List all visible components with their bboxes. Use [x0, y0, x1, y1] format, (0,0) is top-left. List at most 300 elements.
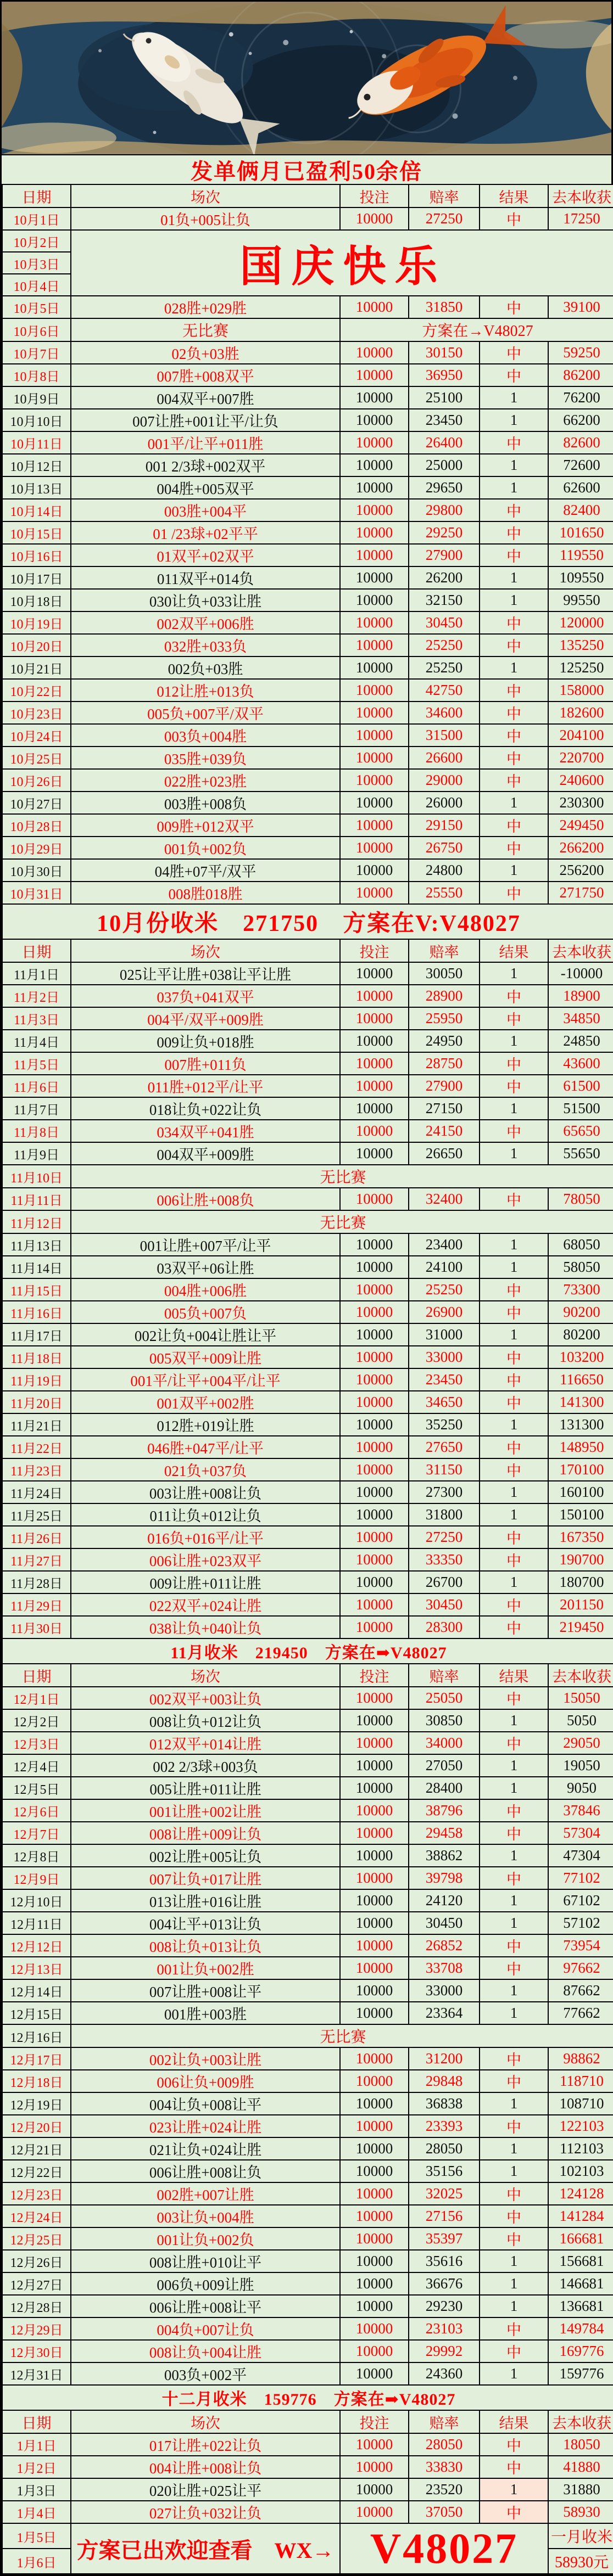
result-cell: 中	[480, 2115, 548, 2137]
stake-cell: 10000	[340, 1075, 409, 1097]
result-cell: 1	[480, 2092, 548, 2115]
table-row	[2, 2205, 613, 2227]
table-row	[2, 985, 613, 1007]
odds-cell: 24800	[409, 859, 480, 882]
stake-cell: 10000	[340, 2362, 409, 2385]
table-row	[2, 409, 613, 431]
gain-cell: 204100	[548, 724, 613, 747]
gain-cell: 61500	[548, 1075, 613, 1097]
gain-cell: 116650	[548, 1368, 613, 1391]
result-cell: 中	[480, 837, 548, 859]
gain-cell: 59250	[548, 341, 613, 364]
match-cell: 022双平+024让胜	[71, 1593, 340, 1616]
stake-cell: 10000	[340, 341, 409, 364]
result-cell: 中	[480, 1526, 548, 1548]
stake-cell: 10000	[340, 1754, 409, 1777]
table-row	[2, 2070, 613, 2092]
odds-cell: 27150	[409, 1097, 480, 1120]
gain-cell: 230300	[548, 792, 613, 814]
column-header: 投注	[340, 184, 409, 207]
result-cell: 中	[480, 1052, 548, 1075]
gain-cell: 55650	[548, 1142, 613, 1165]
records-table	[2, 184, 613, 2574]
result-cell: 1	[480, 476, 548, 499]
date-cell: 12月19日	[2, 2092, 71, 2115]
column-header: 赔率	[409, 184, 480, 207]
match-cell: 003胜+004平	[71, 499, 340, 521]
match-cell: 012双平+014让胜	[71, 1732, 340, 1754]
odds-cell: 24360	[409, 2362, 480, 2385]
result-cell: 1	[480, 2002, 548, 2024]
no-match-cell: 无比赛	[71, 1210, 613, 1233]
table-row	[2, 1436, 613, 1458]
match-cell: 034双平+041胜	[71, 1120, 340, 1142]
date-cell: 11月5日	[2, 1052, 71, 1075]
match-cell: 009胜+012双平	[71, 814, 340, 837]
match-cell: 006让胜+008让平	[71, 2295, 340, 2317]
match-cell: 004胜+006胜	[71, 1278, 340, 1301]
date-cell: 10月7日	[2, 341, 71, 364]
gain-cell: 148950	[548, 1436, 613, 1458]
gain-cell: 41880	[548, 2456, 613, 2478]
date-cell: 11月16日	[2, 1301, 71, 1323]
stake-cell: 10000	[340, 2070, 409, 2092]
date-cell: 12月30日	[2, 2340, 71, 2362]
odds-cell: 33000	[409, 1979, 480, 2002]
table-row	[2, 1323, 613, 1346]
date-cell: 10月19日	[2, 611, 71, 634]
odds-cell: 34600	[409, 701, 480, 724]
gain-cell: 122103	[548, 2115, 613, 2137]
date-cell: 11月30日	[2, 1616, 71, 1638]
stake-cell: 10000	[340, 1616, 409, 1638]
column-header: 结果	[480, 939, 548, 962]
match-cell: 005双平+009让胜	[71, 1346, 340, 1368]
odds-cell: 33830	[409, 2456, 480, 2478]
table-row	[2, 2002, 613, 2024]
table-row	[2, 1754, 613, 1777]
result-cell: 中	[480, 544, 548, 566]
odds-cell: 29458	[409, 1822, 480, 1844]
column-header: 结果	[480, 2410, 548, 2433]
date-cell: 12月2日	[2, 1709, 71, 1732]
result-cell: 1	[480, 2160, 548, 2182]
stake-cell: 10000	[340, 2478, 409, 2501]
match-cell: 004胜+005双平	[71, 476, 340, 499]
date-cell: 11月11日	[2, 1188, 71, 1210]
match-cell: 001让胜+002让胜	[71, 1799, 340, 1822]
result-cell: 1	[480, 1097, 548, 1120]
match-cell: 020让胜+025让平	[71, 2478, 340, 2501]
odds-cell: 23520	[409, 2478, 480, 2501]
result-cell: 1	[480, 1481, 548, 1503]
match-cell: 035胜+039负	[71, 747, 340, 769]
date-cell: 11月12日	[2, 1210, 71, 1233]
date-cell: 12月26日	[2, 2250, 71, 2272]
table-row	[2, 1142, 613, 1165]
gain-cell: 80200	[548, 1323, 613, 1346]
odds-cell: 28900	[409, 985, 480, 1007]
match-cell: 002让负+003让胜	[71, 2047, 340, 2070]
table-row	[2, 296, 613, 318]
gain-cell: 43600	[548, 1052, 613, 1075]
odds-cell: 26400	[409, 431, 480, 454]
gain-cell: 76200	[548, 386, 613, 409]
match-cell: 008让负+004让胜	[71, 2340, 340, 2362]
match-cell: 02负+03胜	[71, 341, 340, 364]
odds-cell: 28750	[409, 1052, 480, 1075]
match-cell: 005让胜+011让胜	[71, 1777, 340, 1799]
match-cell: 01双平+02双平	[71, 544, 340, 566]
odds-cell: 27300	[409, 1481, 480, 1503]
date-cell: 10月25日	[2, 747, 71, 769]
stake-cell: 10000	[340, 1301, 409, 1323]
date-cell: 10月21日	[2, 656, 71, 679]
date-cell: 11月27日	[2, 1548, 71, 1571]
gain-cell: 29050	[548, 1732, 613, 1754]
date-cell: 12月20日	[2, 2115, 71, 2137]
odds-cell: 25250	[409, 656, 480, 679]
stake-cell: 10000	[340, 431, 409, 454]
table-row	[2, 2024, 613, 2047]
date-cell: 10月29日	[2, 837, 71, 859]
date-cell: 12月1日	[2, 1687, 71, 1709]
gain-cell: 34850	[548, 1007, 613, 1030]
column-header: 日期	[2, 939, 71, 962]
table-row	[2, 1346, 613, 1368]
table-row	[2, 2456, 613, 2478]
match-cell: 032胜+033负	[71, 634, 340, 656]
stake-cell: 10000	[340, 2227, 409, 2250]
match-cell: 009让负+018胜	[71, 1030, 340, 1052]
match-cell: 007让胜+008让平	[71, 1979, 340, 2002]
result-cell: 中	[480, 296, 548, 318]
date-cell: 10月3日	[2, 252, 71, 274]
match-cell: 004让负+008让平	[71, 2092, 340, 2115]
result-cell: 1	[480, 1030, 548, 1052]
gain-cell: 47304	[548, 1844, 613, 1867]
table-row	[2, 1368, 613, 1391]
gain-cell: 87662	[548, 1979, 613, 2002]
table-row	[2, 792, 613, 814]
table-row	[2, 499, 613, 521]
odds-cell: 31150	[409, 1458, 480, 1481]
gain-cell: 15050	[548, 1687, 613, 1709]
match-cell: 012胜+019让胜	[71, 1413, 340, 1436]
date-cell: 11月9日	[2, 1142, 71, 1165]
table-row	[2, 1571, 613, 1593]
gain-cell: 5050	[548, 1709, 613, 1732]
odds-cell: 29250	[409, 521, 480, 544]
date-cell: 10月1日	[2, 207, 71, 230]
month-summary: 十二月收米 159776 方案在➡V48027	[2, 2385, 613, 2410]
odds-cell: 36838	[409, 2092, 480, 2115]
date-cell: 1月4日	[2, 2501, 71, 2523]
odds-cell: 23393	[409, 2115, 480, 2137]
match-cell: 01负+005让负	[71, 207, 340, 230]
result-cell: 中	[480, 2340, 548, 2362]
table-row	[2, 2092, 613, 2115]
table-row	[2, 1526, 613, 1548]
odds-cell: 23364	[409, 2002, 480, 2024]
gain-cell: 118710	[548, 2070, 613, 2092]
table-row	[2, 230, 613, 252]
gain-cell: 97662	[548, 1957, 613, 1979]
table-row	[2, 2137, 613, 2160]
result-cell: 1	[480, 859, 548, 882]
result-cell: 1	[480, 656, 548, 679]
match-cell: 003让胜+008让负	[71, 1481, 340, 1503]
gain-cell: 24850	[548, 1030, 613, 1052]
result-cell: 中	[480, 364, 548, 386]
odds-cell: 29150	[409, 814, 480, 837]
result-cell: 1	[480, 1256, 548, 1278]
result-cell: 中	[480, 2182, 548, 2205]
date-cell: 10月11日	[2, 431, 71, 454]
table-row	[2, 1777, 613, 1799]
stake-cell: 10000	[340, 1188, 409, 1210]
odds-cell: 26700	[409, 1571, 480, 1593]
stake-cell: 10000	[340, 1912, 409, 1934]
date-cell: 1月5日	[2, 2523, 71, 2549]
month-summary: 10月份收米 271750 方案在V:V48027	[2, 904, 613, 939]
match-cell: 003让负+004胜	[71, 2205, 340, 2227]
stake-cell: 10000	[340, 2002, 409, 2024]
table-row	[2, 589, 613, 611]
table-row	[2, 1687, 613, 1709]
result-cell: 1	[480, 962, 548, 985]
odds-cell: 29000	[409, 769, 480, 792]
match-cell: 001让负+002负	[71, 2227, 340, 2250]
date-cell: 10月15日	[2, 521, 71, 544]
gain-cell: 82600	[548, 431, 613, 454]
match-cell: 017让胜+022让负	[71, 2433, 340, 2456]
column-header-row	[2, 1664, 613, 1687]
gain-cell: 249450	[548, 814, 613, 837]
stake-cell: 10000	[340, 521, 409, 544]
date-cell: 12月21日	[2, 2137, 71, 2160]
odds-cell: 35616	[409, 2250, 480, 2272]
date-cell: 12月11日	[2, 1912, 71, 1934]
footer-row	[2, 2523, 613, 2549]
gain-cell: 120000	[548, 611, 613, 634]
date-cell: 11月14日	[2, 1256, 71, 1278]
column-header: 场次	[71, 939, 340, 962]
odds-cell: 39798	[409, 1867, 480, 1889]
odds-cell: 30450	[409, 1593, 480, 1616]
gain-cell: 266200	[548, 837, 613, 859]
date-cell: 12月9日	[2, 1867, 71, 1889]
date-cell: 11月23日	[2, 1458, 71, 1481]
stake-cell: 10000	[340, 814, 409, 837]
result-cell: 中	[480, 1799, 548, 1822]
result-cell: 中	[480, 1188, 548, 1210]
date-cell: 12月27日	[2, 2272, 71, 2295]
gain-cell: 256200	[548, 859, 613, 882]
odds-cell: 38796	[409, 1799, 480, 1822]
table-row	[2, 2340, 613, 2362]
odds-cell: 30150	[409, 341, 480, 364]
result-cell: 1	[480, 409, 548, 431]
stake-cell: 10000	[340, 1052, 409, 1075]
result-cell: 1	[480, 2137, 548, 2160]
stake-cell: 10000	[340, 1503, 409, 1526]
date-cell: 10月22日	[2, 679, 71, 701]
date-cell: 10月17日	[2, 566, 71, 589]
result-cell: 中	[480, 701, 548, 724]
result-cell: 中	[480, 2227, 548, 2250]
gain-cell: 169776	[548, 2340, 613, 2362]
match-cell: 016负+016平/让平	[71, 1526, 340, 1548]
date-cell: 10月18日	[2, 589, 71, 611]
match-cell: 002让胜+005让负	[71, 1844, 340, 1867]
stake-cell: 10000	[340, 1777, 409, 1799]
result-cell: 中	[480, 2070, 548, 2092]
odds-cell: 30450	[409, 611, 480, 634]
match-cell: 001胜+003胜	[71, 2002, 340, 2024]
no-match-cell: 无比赛	[71, 318, 340, 341]
stake-cell: 10000	[340, 1822, 409, 1844]
gain-cell: 98862	[548, 2047, 613, 2070]
match-cell: 030让负+033让胜	[71, 589, 340, 611]
gain-cell: 9050	[548, 1777, 613, 1799]
date-cell: 12月15日	[2, 2002, 71, 2024]
date-cell: 12月23日	[2, 2182, 71, 2205]
stake-cell: 10000	[340, 1844, 409, 1867]
gain-cell: 201150	[548, 1593, 613, 1616]
stake-cell: 10000	[340, 1391, 409, 1413]
table-row	[2, 207, 613, 230]
match-cell: 011让负+012让负	[71, 1503, 340, 1526]
odds-cell: 25250	[409, 1278, 480, 1301]
odds-cell: 23400	[409, 1233, 480, 1256]
table-row	[2, 341, 613, 364]
result-cell: 中	[480, 1436, 548, 1458]
date-cell: 12月18日	[2, 2070, 71, 2092]
match-cell: 004平/双平+009胜	[71, 1007, 340, 1030]
date-cell: 10月5日	[2, 296, 71, 318]
odds-cell: 33000	[409, 1346, 480, 1368]
date-cell: 11月21日	[2, 1413, 71, 1436]
stake-cell: 10000	[340, 792, 409, 814]
match-cell: 006负+009让胜	[71, 2272, 340, 2295]
match-cell: 007让负+017让胜	[71, 1867, 340, 1889]
odds-cell: 33708	[409, 1957, 480, 1979]
column-header: 场次	[71, 1664, 340, 1687]
date-cell: 12月3日	[2, 1732, 71, 1754]
column-header: 日期	[2, 2410, 71, 2433]
match-cell: 011双平+014负	[71, 566, 340, 589]
table-row	[2, 1007, 613, 1030]
odds-cell: 36950	[409, 364, 480, 386]
gain-cell: 102103	[548, 2160, 613, 2182]
gain-cell: 57102	[548, 1912, 613, 1934]
odds-cell: 27900	[409, 544, 480, 566]
result-cell: 1	[480, 1777, 548, 1799]
result-cell: 中	[480, 747, 548, 769]
stake-cell: 10000	[340, 1256, 409, 1278]
stake-cell: 10000	[340, 1436, 409, 1458]
result-cell: 1	[480, 2362, 548, 2385]
result-cell: 中	[480, 1934, 548, 1957]
gain-cell: 58930	[548, 2501, 613, 2523]
date-cell: 11月4日	[2, 1030, 71, 1052]
column-header: 去本收获	[548, 184, 613, 207]
odds-cell: 24100	[409, 1256, 480, 1278]
odds-cell: 26650	[409, 1142, 480, 1165]
table-row	[2, 566, 613, 589]
column-header: 投注	[340, 939, 409, 962]
table-row	[2, 2272, 613, 2295]
date-cell: 11月13日	[2, 1233, 71, 1256]
gain-cell: 112103	[548, 2137, 613, 2160]
odds-cell: 23103	[409, 2317, 480, 2340]
date-cell: 10月31日	[2, 882, 71, 904]
match-cell: 007胜+011负	[71, 1052, 340, 1075]
odds-cell: 25000	[409, 454, 480, 476]
date-cell: 12月8日	[2, 1844, 71, 1867]
plan-promo-cell: 方案已出欢迎查看 WX→	[71, 2523, 340, 2574]
result-cell: 1	[480, 1889, 548, 1912]
column-header: 去本收获	[548, 2410, 613, 2433]
gain-cell: 68050	[548, 1233, 613, 1256]
date-cell: 1月3日	[2, 2478, 71, 2501]
stake-cell: 10000	[340, 985, 409, 1007]
stake-cell: 10000	[340, 1142, 409, 1165]
match-cell: 003胜+008负	[71, 792, 340, 814]
date-cell: 10月24日	[2, 724, 71, 747]
match-cell: 004双平+009胜	[71, 1142, 340, 1165]
odds-cell: 29992	[409, 2340, 480, 2362]
date-cell: 10月28日	[2, 814, 71, 837]
match-cell: 001平/让平+011胜	[71, 431, 340, 454]
stake-cell: 10000	[340, 454, 409, 476]
match-cell: 002双平+003让负	[71, 1687, 340, 1709]
stake-cell: 10000	[340, 1278, 409, 1301]
result-cell: 1	[480, 792, 548, 814]
odds-cell: 37050	[409, 2501, 480, 2523]
match-cell: 011胜+012平/让平	[71, 1075, 340, 1097]
table-row	[2, 1413, 613, 1436]
odds-cell: 31200	[409, 2047, 480, 2070]
table-row	[2, 1934, 613, 1957]
table-row	[2, 431, 613, 454]
odds-cell: 25050	[409, 1687, 480, 1709]
gain-cell: 149784	[548, 2317, 613, 2340]
result-cell: 中	[480, 679, 548, 701]
result-cell: 中	[480, 611, 548, 634]
gain-cell: 39100	[548, 296, 613, 318]
date-cell: 11月3日	[2, 1007, 71, 1030]
month-summary-row	[2, 2385, 613, 2410]
stake-cell: 10000	[340, 1458, 409, 1481]
stake-cell: 10000	[340, 296, 409, 318]
date-cell: 11月29日	[2, 1593, 71, 1616]
date-cell: 12月13日	[2, 1957, 71, 1979]
gain-cell: 101650	[548, 521, 613, 544]
result-cell: 中	[480, 499, 548, 521]
gain-cell: 124128	[548, 2182, 613, 2205]
table-row	[2, 1867, 613, 1889]
gain-cell: 141300	[548, 1391, 613, 1413]
date-cell: 11月22日	[2, 1436, 71, 1458]
match-cell: 012让胜+013负	[71, 679, 340, 701]
gain-cell: 18900	[548, 985, 613, 1007]
odds-cell: 26600	[409, 747, 480, 769]
date-cell: 11月10日	[2, 1165, 71, 1188]
result-cell: 1	[480, 2272, 548, 2295]
result-cell: 1	[480, 566, 548, 589]
